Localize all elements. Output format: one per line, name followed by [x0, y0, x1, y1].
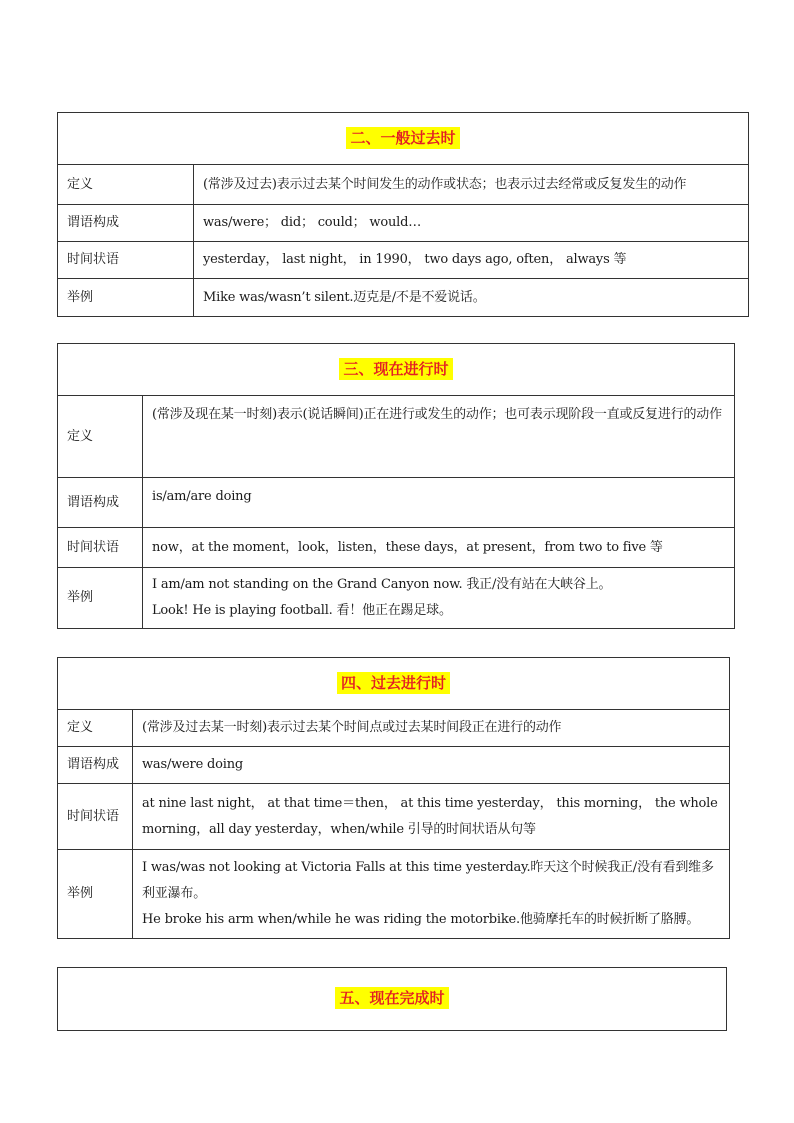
row-value: yesterday， last night， in 1990， two days ago, often， always 等 — [194, 242, 749, 279]
row-label: 举例 — [58, 850, 133, 939]
section-header — [58, 113, 749, 165]
row-value: Mike was/wasn’t silent.迈克是/不是不爱说话。 — [194, 279, 749, 317]
section-header — [58, 344, 735, 396]
table-present-continuous — [57, 343, 735, 629]
row-label: 定义 — [58, 396, 143, 478]
row-label: 时间状语 — [58, 784, 133, 850]
row-value — [143, 568, 735, 629]
row-value — [133, 850, 730, 939]
row-label: 定义 — [58, 165, 194, 205]
section-title: 三、现在进行时 — [339, 358, 452, 380]
row-label: 举例 — [58, 568, 143, 629]
section-header — [58, 658, 730, 710]
table-simple-past — [57, 112, 749, 317]
row-value: was/were doing — [133, 747, 730, 784]
section-title: 五、现在完成时 — [335, 987, 448, 1009]
row-label: 谓语构成 — [58, 478, 143, 528]
row-label: 谓语构成 — [58, 205, 194, 242]
example-line: He broke his arm when/while he was riding the motorbike.他骑摩托车的时候折断了胳膊。 — [142, 912, 700, 927]
example-line: I was/was not looking at Victoria Falls at this time yesterday.昨天这个时候我正/没有看到维多利亚瀑布。 — [142, 860, 714, 901]
table-present-perfect — [57, 967, 727, 1031]
section-title: 二、一般过去时 — [346, 127, 459, 149]
example-line: I am/am not standing on the Grand Canyon now. 我正/没有站在大峡谷上。 — [152, 577, 612, 592]
row-label: 举例 — [58, 279, 194, 317]
row-value: is/am/are doing — [143, 478, 735, 528]
row-label: 谓语构成 — [58, 747, 133, 784]
row-value: (常涉及过去)表示过去某个时间发生的动作或状态；也表示过去经常或反复发生的动作 — [194, 165, 749, 205]
row-label: 时间状语 — [58, 528, 143, 568]
section-title: 四、过去进行时 — [337, 672, 450, 694]
row-value: at nine last night， at that time＝then， at this time yesterday， this morning， the whole morning，all day yesterday，when/while 引导的时间状语从句等 — [133, 784, 730, 850]
row-value: (常涉及过去某一时刻)表示过去某个时间点或过去某时间段正在进行的动作 — [133, 710, 730, 747]
section-header — [58, 968, 727, 1031]
row-value: was/were； did； could； would… — [194, 205, 749, 242]
example-line: Look! He is playing football. 看！他正在踢足球。 — [152, 603, 452, 618]
row-label: 时间状语 — [58, 242, 194, 279]
row-value: now，at the moment，look，listen，these days，at present，from two to five 等 — [143, 528, 735, 568]
table-past-continuous — [57, 657, 730, 939]
row-value: (常涉及现在某一时刻)表示(说话瞬间)正在进行或发生的动作；也可表示现阶段一直或反复进行的动作 — [143, 396, 735, 478]
row-label: 定义 — [58, 710, 133, 747]
